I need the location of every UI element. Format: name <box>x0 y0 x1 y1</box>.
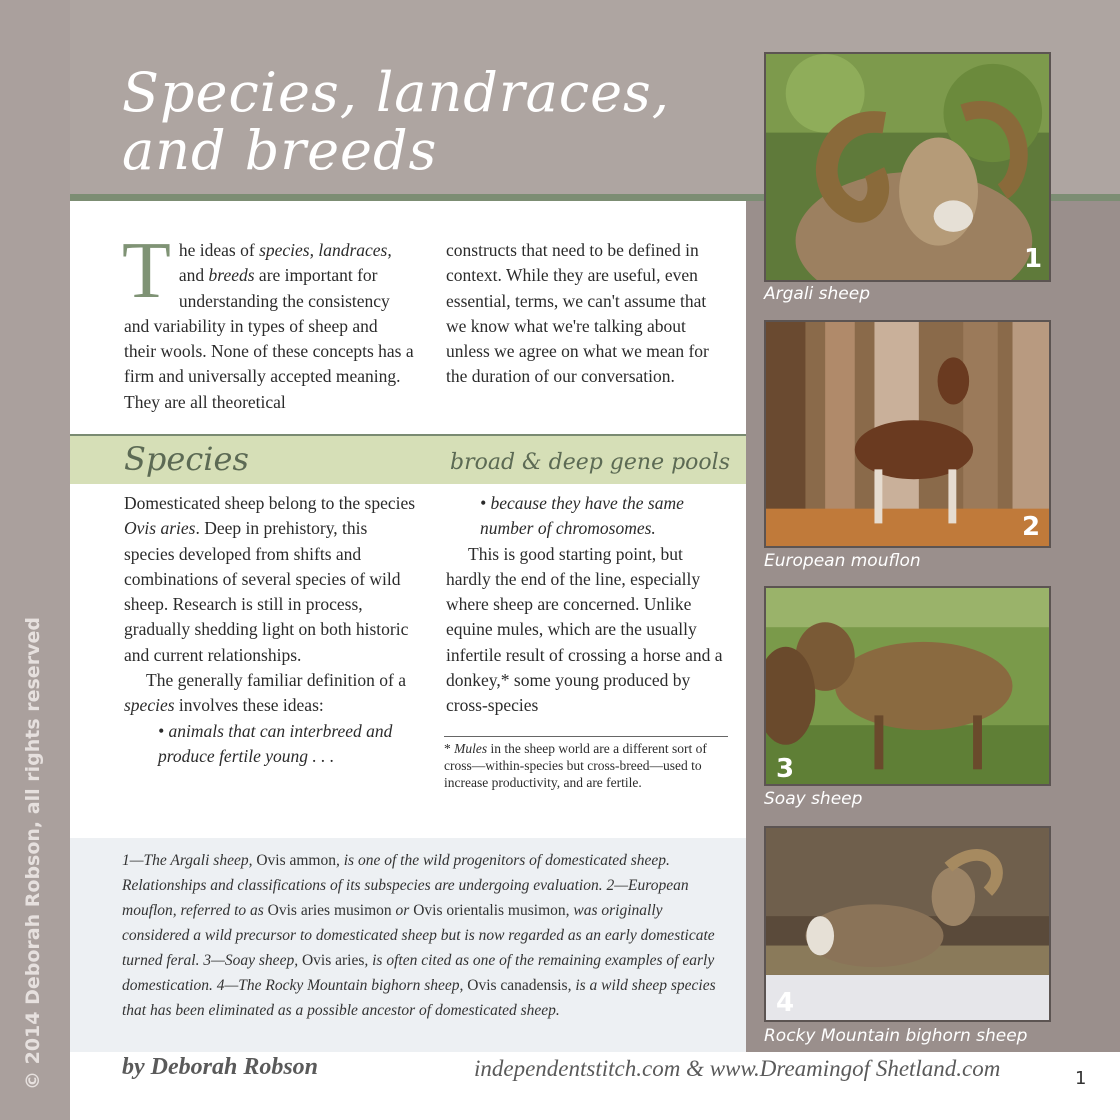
species-heading: Species <box>124 440 249 478</box>
species-bullet-2: • because they have the same number of chromosomes. <box>480 493 684 539</box>
footnote-divider <box>444 736 728 737</box>
title-line-1: Species, landraces, <box>122 61 670 124</box>
caption-text: , is often cited as one of the remaining examples of early domestication. 4—The Rocky Mountain bighorn sheep, <box>122 952 715 994</box>
species-term: species <box>124 695 175 716</box>
intro-text: he ideas of <box>178 240 260 260</box>
photo-argali <box>764 52 1051 282</box>
intro-text: are important for <box>254 265 378 286</box>
species-text: The generally familiar definition of a <box>146 670 406 691</box>
caption-text: 1—The Argali sheep, <box>122 852 257 869</box>
photo-number-3: 3 <box>776 754 795 784</box>
page-number: 1 <box>1075 1068 1087 1089</box>
intro-term: breeds <box>208 265 255 286</box>
species-text: Domesticated sheep belong to the species <box>124 493 416 513</box>
intro-right-column: constructs that need to be defined in context. While they are useful, even essential, terms, we can't assume that we know what we're talking about unless we agree on what we mean for the duration of our conversation. <box>446 240 709 387</box>
species-left-column <box>124 491 419 769</box>
intro-text: and <box>178 265 209 286</box>
title-line-2: and breeds <box>122 119 438 182</box>
caption-latin: Ovis aries <box>301 952 365 969</box>
author-byline: by Deborah Robson <box>122 1054 319 1080</box>
intro-left-column <box>122 227 414 415</box>
intro-text: understanding the consistency and variability in types of sheep and their wools. None of these concepts has a firm and universally accepted meaning. They are all theoretical <box>124 290 414 412</box>
species-paragraph-1 <box>124 491 419 668</box>
caption-latin: Ovis ammon <box>256 852 336 869</box>
species-paragraph-3: This is good starting point, but hardly the end of the line, especially where sheep are concerned. Unlike equine mules, which are the usually infertile result of crossing a horse and a donkey,* some young produced by cross-species <box>446 543 723 716</box>
caption-text: , is one of the wild progenitors of domesticated sheep. Relationships and classifications of its subspecies are undergoing evaluation. 2—European mouflon, referred to as <box>122 852 689 919</box>
species-subheading: broad & deep gene pools <box>450 450 730 475</box>
website-link[interactable]: independentstitch.com & www.Dreamingof Shetland.com <box>474 1056 1001 1081</box>
species-right-column <box>446 491 731 719</box>
photo-soay <box>764 586 1051 786</box>
drop-cap: T <box>122 227 171 315</box>
photo-caption-1: Argali sheep <box>764 284 871 304</box>
photo-number-1: 1 <box>1024 244 1043 274</box>
photo-caption-3: Soay sheep <box>764 789 863 809</box>
photo-caption-4: Rocky Mountain bighorn sheep <box>764 1026 1028 1046</box>
copyright-notice: © 2014 Deborah Robson, all rights reserved <box>22 617 44 1090</box>
caption-text: , was originally considered a wild precursor to domesticated sheep but is now regarded as an early domesticate turned feral. 3—Soay sheep, <box>122 902 715 969</box>
species-term: Ovis aries <box>124 518 196 539</box>
caption-text: , is a wild sheep species that has been eliminated as a possible ancestor of domesticated sheep. <box>122 977 716 1019</box>
photo-number-4: 4 <box>776 988 795 1018</box>
caption-text: or <box>391 902 414 919</box>
caption-latin: Ovis aries musimon <box>267 902 392 919</box>
photo-number-2: 2 <box>1022 512 1041 542</box>
page-title <box>122 61 722 182</box>
species-paragraph-2 <box>124 668 419 719</box>
caption-latin: Ovis canadensis <box>467 977 568 994</box>
footnote-text: in the sheep world are a different sort of cross—within-species but cross-breed—used to increase productivity, and are fertile. <box>444 741 707 790</box>
photo-mouflon <box>764 320 1051 548</box>
caption-latin: Ovis orientalis musimon <box>413 902 566 919</box>
footnote <box>444 740 734 791</box>
species-text: involves these ideas: <box>174 695 324 716</box>
footnote-text: * <box>444 741 455 756</box>
photo-caption-text <box>122 848 722 1023</box>
photo-bighorn <box>764 826 1051 1022</box>
intro-term: species, landraces, <box>259 240 392 260</box>
photo-caption-2: European mouflon <box>764 551 921 571</box>
species-text: . Deep in prehistory, this species developed from shifts and combinations of several species of wild sheep. Research is still in process, gradually shedding light on both historic and current relationships. <box>124 518 409 665</box>
species-bullet-1: • animals that can interbreed and produce fertile young . . . <box>158 720 393 766</box>
footnote-term: Mules <box>454 741 488 756</box>
